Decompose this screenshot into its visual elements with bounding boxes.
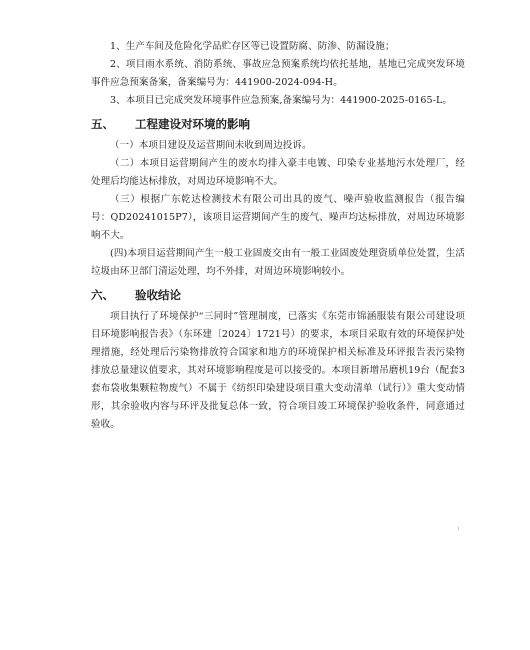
- section-6-paragraph-1: 项目执行了环境保护“三同时”管理制度，已落实《东莞市锦涵服装有限公司建设项目环境影响报告表》（东环建〔2024〕1721号）的要求，本项目采取有效的环境保护处理措施，经处理后污染物排放符合国家和地方的环境保护相关标准及环评报告表污染物排放总量建议值要求，其对环境影响程度是可以接受的。本项目新增吊磨机19台（配套3套布袋收集颗粒物废气）不属于《纺织印染建设项目重大变动清单（试行）》重大变动情形，其余验收内容与环评及批复总体一致，符合项目竣工环境保护验收条件，同意通过验收。: [91, 311, 465, 430]
- section-5-number: 五、: [91, 117, 114, 131]
- section-5-paragraph-4: (四)本项目运营期间产生一般工业固废交由有一般工业固废处理资质单位处置，生活垃圾由环卫部门清运处理，均不外排，对周边环境影响较小。: [91, 248, 465, 277]
- section-6-heading: [91, 284, 465, 306]
- document-body: [91, 38, 465, 434]
- measure-item-2: 2、项目雨水系统、消防系统、事故应急预案系统均依托基地，基地已完成突发环境事件应急预案备案，备案编号为：441900-2024-094-H。: [91, 59, 465, 88]
- section-5-paragraph-1: （一）本项目建设及运营期间未收到周边投诉。: [110, 140, 312, 151]
- section-6-title: 验收结论: [135, 288, 181, 302]
- measure-item-1: 1、生产车间及危险化学品贮存区等已设置防腐、防渗、防漏设施；: [110, 41, 395, 52]
- section-5-paragraph-3: （三）根据广东乾达检测技术有限公司出具的废气、噪声验收监测报告（报告编号：QD20241015P7），该项目运营期间产生的废气、噪声均达标排放，对周边环境影响不大。: [91, 194, 465, 241]
- section-5-title: 工程建设对环境的影响: [135, 117, 250, 131]
- page-mark: [458, 527, 459, 530]
- section-6-number: 六、: [91, 288, 114, 302]
- section-5-heading: [91, 113, 465, 135]
- measure-item-3: 3、本项目已完成突发环境事件应急预案,备案编号为：441900-2025-0165-L。: [110, 95, 453, 106]
- section-5-paragraph-2: （二）本项目运营期间产生的废水均排入豪丰电镀、印染专业基地污水处理厂，经处理后均能达标排放，对周边环境影响不大。: [91, 158, 465, 187]
